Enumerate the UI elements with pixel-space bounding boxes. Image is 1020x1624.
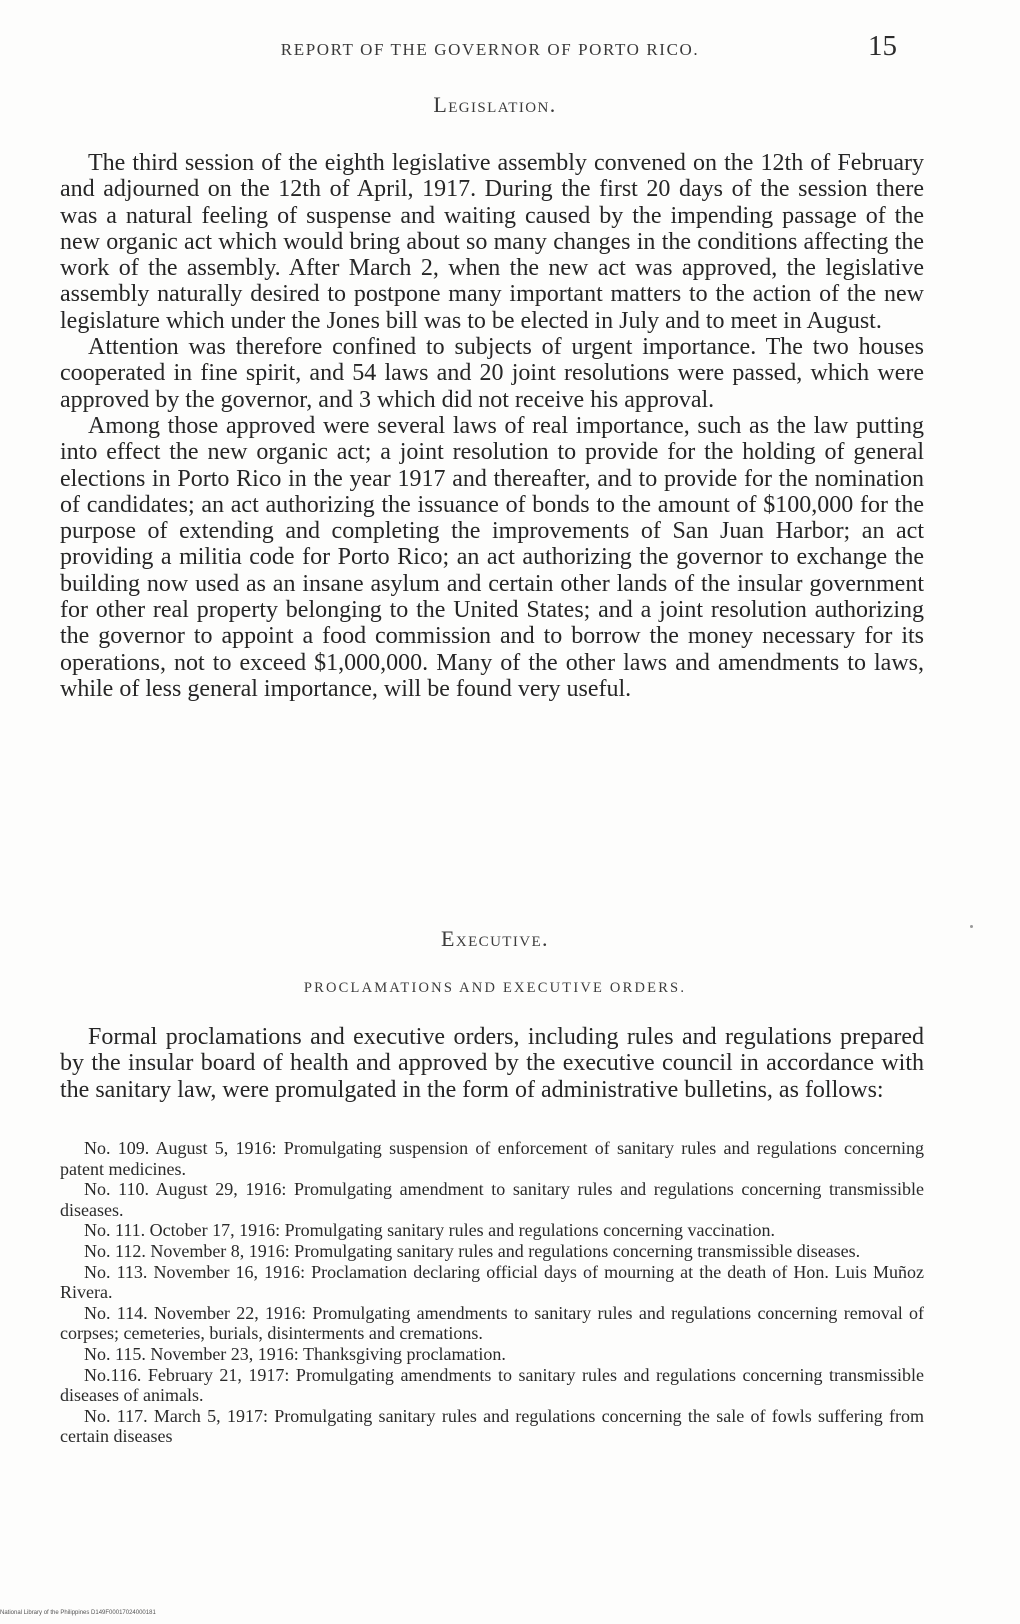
paragraph: Among those approved were several laws of real importance, such as the law putting into effect the new organic act; a joint resolution to provide for the holding of general elections in Porto Rico in the year 1917 and thereafter, and to provide for the nomination of candidates; an act authorizing the issuance of bonds to the amount of $100,000 for the purpose of extending and completing the improvements of San Juan Harbor; an act providing a militia code for Porto Rico; an act authorizing the governor to exchange the building now used as an insane asylum and certain other lands of the insular government for other real property belonging to the United States; and a joint resolution authorizing the governor to appoint a food commission and to borrow the money necessary for its operations, not to exceed $1,000,000. Many of the other laws and amendments to laws, while of less general importance, will be found very useful. — [60, 412, 924, 702]
bulletin-item: No. 109. August 5, 1916: Promulgating suspension of enforcement of sanitary rules and regulations concerning patent medicines. — [60, 1138, 924, 1179]
bulletin-item: No. 114. November 22, 1916: Promulgating amendments to sanitary rules and regulations concerning removal of corpses; cemeteries, burials, disinterments and cremations. — [60, 1302, 924, 1344]
bulletin-list — [60, 1138, 924, 1447]
bulletin-item: No. 113. November 16, 1916: Proclamation declaring official days of mourning at the death of Hon. Luis Muñoz Rivera. — [60, 1261, 924, 1303]
bulletin-item: No. 112. November 8, 1916: Promulgating sanitary rules and regulations concerning transmissible diseases. — [84, 1240, 861, 1261]
section-title-legislation: Legislation. — [433, 92, 557, 117]
bulletin-item: No.116. February 21, 1917: Promulgating amendments to sanitary rules and regulations concerning transmissible diseases of animals. — [60, 1364, 924, 1406]
bulletin-item: No. 110. August 29, 1916: Promulgating amendment to sanitary rules and regulations concerning transmissible diseases. — [60, 1179, 924, 1220]
paragraph: The third session of the eighth legislative assembly convened on the 12th of February and adjourned on the 12th of April, 1917. During the first 20 days of the session there was a natural feeling of suspense and waiting caused by the impending passage of the new organic act which would bring about so many changes in the conditions affecting the work of the assembly. After March 2, when the new act was approved, the legislative assembly naturally desired to postpone many important matters to the action of the new legislature which under the Jones bill was to be elected in July and to meet in August. — [60, 150, 924, 334]
running-head: REPORT OF THE GOVERNOR OF PORTO RICO. — [280, 40, 700, 59]
legislation-body — [60, 150, 924, 702]
scan-footer-label: National Library of the Philippines D149F00017024000181 — [0, 1610, 156, 1616]
page-number: 15 — [868, 30, 897, 62]
bulletin-item: No. 117. March 5, 1917: Promulgating sanitary rules and regulations concerning the sale of fowls suffering from certain diseases — [60, 1405, 924, 1447]
subsection-title-proclamations: PROCLAMATIONS AND EXECUTIVE ORDERS. — [303, 980, 687, 996]
scan-speck — [970, 925, 973, 928]
paragraph: Attention was therefore confined to subjects of urgent importance. The two houses cooperated in fine spirit, and 54 laws and 20 joint resolutions were passed, which were approved by the governor, and 3 which did not receive his approval. — [60, 334, 924, 413]
section-title-executive: Executive. — [441, 926, 549, 951]
bulletin-item: No. 115. November 23, 1916: Thanksgiving proclamation. — [84, 1343, 506, 1364]
paragraph: Formal proclamations and executive orders, including rules and regulations prepared by the insular board of health and approved by the executive council in accordance with the sanitary law, were promulgated in the form of administrative bulletins, as follows: — [60, 1024, 924, 1103]
executive-body — [60, 1024, 924, 1103]
bulletin-item: No. 111. October 17, 1916: Promulgating sanitary rules and regulations concerning vaccination. — [84, 1220, 775, 1241]
